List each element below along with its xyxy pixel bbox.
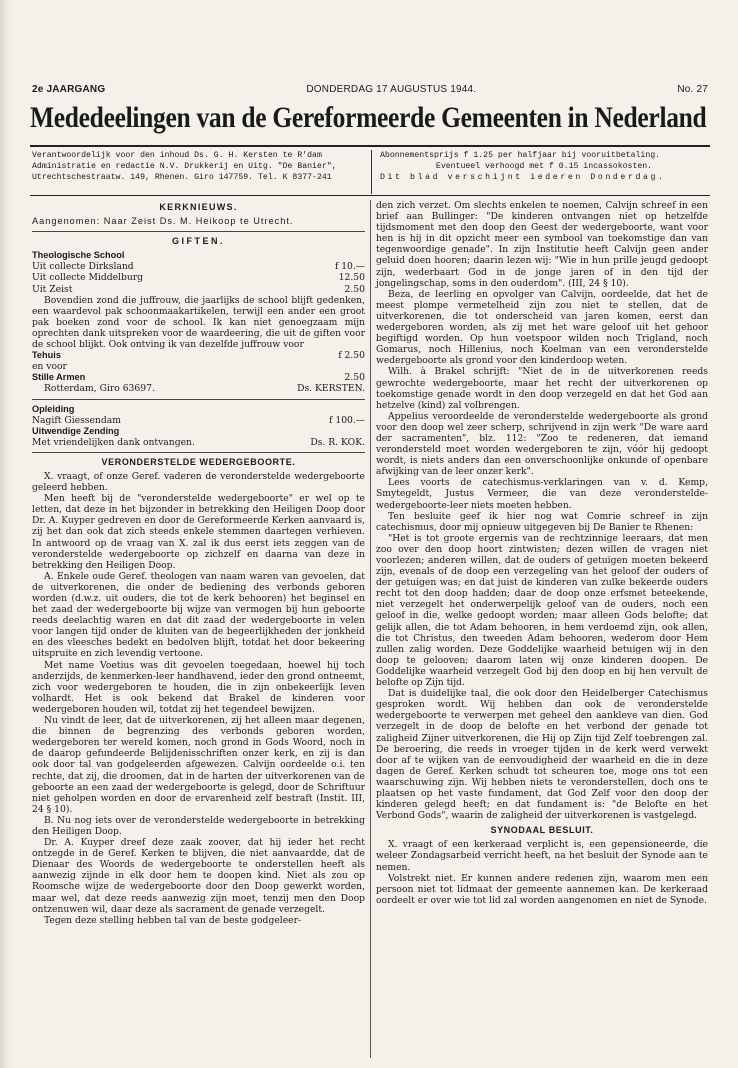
synodaal-paragraph: Volstrekt niet. Er kunnen andere redenen zijn, waarom men een persoon niet tot lidmaat der gemeente aannemen kan. De kerkeraad oordeelt er over wie tot lid zal worden aangenomen en niet de Synode. bbox=[376, 872, 708, 906]
gift-row bbox=[32, 261, 365, 272]
section-rule bbox=[32, 452, 365, 453]
gift-row bbox=[32, 350, 365, 361]
signature-name: Ds. R. KOK. bbox=[310, 436, 365, 448]
theol-school-head: Theologische School bbox=[32, 250, 125, 261]
article-paragraph: Men heeft bij de "veronderstelde wedergeboorte" er wel op te letten, dat deze in het bijzonder in betrekking den Heiligen Doop door Dr. A. Kuyper gedreven en door de Gereformeerde Kerken aanvaard is, zij het dan ook dat zich steeds enkele stemmen daartegen verhieven. In antwoord op de vraag van X. zal ik dus eerst iets zeggen van de veronderstelde wedergeboorte op zichzelf en daarna van deze in betrekking den Heiligen Doop. bbox=[32, 493, 365, 571]
gift-amount: f 100.— bbox=[329, 414, 365, 426]
article-paragraph: X. vraagt, of onze Geref. vaderen de veronderstelde wedergeboorte geleerd hebben. bbox=[32, 470, 365, 494]
column-divider bbox=[370, 200, 371, 1058]
signature-place: Met vriendelijken dank ontvangen. bbox=[32, 436, 195, 448]
gift-amount: 2.50 bbox=[344, 372, 365, 384]
subheader-line: Administratie en redactie N.V. Drukkerij en Uitg. "De Banier", bbox=[32, 162, 337, 171]
subheader-right bbox=[372, 150, 708, 194]
kerknieuws-title: KERKNIEUWS. bbox=[159, 202, 238, 212]
left-column bbox=[32, 200, 365, 926]
gift-amount: 12.50 bbox=[338, 272, 365, 284]
article-paragraph: Dat is duidelijke taal, die ook door den Heidelberger Catechismus gesproken wordt. Wij hebben dan ook de veronderstelde wedergeboorte te verwerpen met geheel den aankleve van dien. God verzegelt in de doop de belofte en het verbond der genade tot zaligheid Zijner uitverkorenen, die Hij op Zijn tijd Zelf toebrengen zal. De beroering, die reeds in vroeger tijden in de kerk werd verwekt door af te wijken van de eenvoudigheid der waarheid en die in deze dagen de Geref. Kerken schudt tot scheuren toe, moge ons tot een waarschuwing zijn. Wij hebben niets te veronderstellen, doch ons te plaatsen op het vaste fundament, dat God Zelf voor den doop der kinderen gelegd heeft; en dat fundament is: "de Belofte en het Verbond Gods", waarin de zaligheid der uitverkorenen is vastgelegd. bbox=[376, 688, 708, 822]
scan-edge-shadow bbox=[0, 0, 10, 1068]
signature-row bbox=[32, 383, 365, 394]
article-paragraph: den zich verzet. Om slechts enkelen te noemen, Calvijn schreef in een brief aan Bullinger: "De kinderen ontvangen niet op hetzelfde tijdsmoment met den doop den Geest der wedergeboorte, want voor hen is hij in dit opzicht meer een symbool van toekomstige dan van tegenwoordige genade". In zijn Institutie heeft Calvijn geen ander geluid doen hooren; daarin lezen wij: "Wie in hun prille jeugd gedoopt zijn, wederbaart God in de jonge jaren of in den tijd der jongelingschap, soms in den ouderdom". (III, 24 § 10). bbox=[376, 200, 708, 289]
volume-label: 2e JAARGANG bbox=[32, 84, 106, 95]
article-paragraph: Tegen deze stelling hebben tal van de beste godgeleer- bbox=[44, 914, 302, 926]
article-paragraph: "Het is tot groote ergernis van de rechtzinnige leeraars, dat men zoo over den doop hoort zintwisten; dezen willen de vragen niet voorlezen; anderen willen, dat de ouders of getuigen moeten bekeerd zijn, evenals of de doop een verzegeling van het geloof der ouders of der getuigen was; en dat juist de kinderen van zulke bekeerde ouders recht tot den doop hadden; daar de doop onze erfsmet beteekende, niet verzegelt het onderwerpelijk geloof van de ouders, noch een geloof in die, welke gedoopt worden; maar alleen Gods belofte; dat gelijk allen, die tot Adam behooren, in hem verdoemd zijn, ook allen, die tot Christus, den tweeden Adam behooren, wederom door Hem zullen zalig worden. Deze Goddelijke waarheid betuigen wij in den doop te gelooven; daarom laten wij onze kinderen doopen. De Goddelijke waarheid verzegelt God bij den doop en bij hen vervult de belofte op Zijn tijd. bbox=[376, 532, 708, 689]
gift-en-voor: en voor bbox=[32, 361, 67, 373]
gift-row bbox=[32, 415, 365, 426]
gift-label: Uit collecte Dirksland bbox=[32, 261, 134, 273]
masthead-title: Mededeelingen van de Gereformeerde Gemeenten in Nederland bbox=[30, 100, 707, 135]
subheader-rule bbox=[30, 195, 710, 196]
article-paragraph: Beza, de leerling en opvolger van Calvijn, oordeelde, dat het de meest plompe vermetelheid zijn zou niet te stellen, dat de uitverkorenen, die tot onderscheid van jaren komen, eerst dan wedergeboren worden, als zij met het ware geloof uit het gehoor begiftigd worden. Op hun voetspoor wilden noch Trigland, noch Gomarus, noch Hillenius, noch Koelman van een veronderstelde wedergeboorte als grond voor den kinderdoop weten. bbox=[376, 288, 708, 367]
zending-head: Uitwendige Zending bbox=[32, 425, 120, 436]
subheader-line: Utrechtschestraatw. 149, Rhenen. Giro 147759. Tel. K 8377-241 bbox=[32, 173, 332, 182]
gift-label: Nagift Giessendam bbox=[32, 414, 121, 426]
issue-date: DONDERDAG 17 AUGUSTUS 1944. bbox=[306, 84, 477, 95]
gift-label: Stille Armen bbox=[32, 372, 86, 383]
gift-row bbox=[32, 372, 365, 383]
article-paragraph: Nu vindt de leer, dat de uitverkorenen, zij het alleen maar degenen, die binnen de begrenzing des verbonds geboren worden, wedergeboren ter wereld komen, noch grond in Gods Woord, noch in de daarop gefundeerde Belijdenisschriften onzer kerk, en zij is dan ook door tal van godgeleerden afgewezen. Calvijn oordeelde o.i. ten rechte, dat zij, die droomen, dat in de harten der uitverkorenen van de geboorte an een zaad der wedergeboorte is gelegd, door de Schriftuur niet geholpen worden en door de ervarenheid zelf bestraft (Instit. III, 24 § 10). bbox=[32, 715, 365, 815]
gift-label: Uit Zeist bbox=[32, 283, 73, 295]
opleiding-head: Opleiding bbox=[32, 403, 75, 414]
section-rule bbox=[32, 231, 365, 232]
gift-note: Bovendien zond die juffrouw, die jaarlijks de school blijft gedenken, een waardevol pak schoonmaakartikelen, terwijl een ander een groot pak boeken zond voor de school. Ik kan niet genoegzaam mijn oprechten dank uitspreken voor de waardeering, die uit de giften voor de school blijkt. Ook ontving ik van dezelfde juffrouw voor bbox=[32, 294, 365, 351]
gift-amount: 2.50 bbox=[344, 283, 365, 295]
gift-row bbox=[32, 272, 365, 283]
signature-name: Ds. KERSTEN. bbox=[297, 383, 365, 395]
gift-label: Tehuis bbox=[32, 350, 61, 361]
article-paragraph: Wilh. à Brakel schrijft: "Niet de in de uitverkorenen reeds gewrochte wedergeboorte, maar het recht der uitverkorenen op toekomstige genade wordt in den doop verzegeld en dat het God aan hetzelve (kind) zal volbrengen. bbox=[376, 366, 708, 411]
subheader bbox=[32, 150, 708, 194]
subheader-line: Dit blad verschijnt iederen Donderdag. bbox=[380, 173, 666, 182]
right-column bbox=[376, 200, 708, 906]
article-paragraph: A. Enkele oude Geref. theologen van naam waren van gevoelen, dat de uitverkorenen, die onder de bediening des verbonds geboren worden (d.w.z. uit ouders, die tot de kerk behooren) het beginsel en het zaad der wedergeboorte bij wijze van vermogen bij hun geboorte reeds deelachtig waren en dat dit zaad der wedergeboorte in velen voor langen tijd onder de kluiten van de begeerlijkheden der jonkheid en des vleesches bedekt en bedolven blijft, totdat het door bekeering uitspruite en zich levendig vertoone. bbox=[32, 570, 365, 660]
issue-number: No. 27 bbox=[677, 84, 708, 95]
synodaal-title: SYNODAAL BESLUIT. bbox=[490, 825, 594, 836]
giften-title: GIFTEN. bbox=[172, 236, 225, 247]
synodaal-paragraph: X. vraagt of een kerkeraad verplicht is, een gepensioneerde, die weleer Zondagsarbeid verricht heeft, na het besluit der Synode aan te nemen. bbox=[376, 839, 708, 873]
article-paragraph: Dr. A. Kuyper dreef deze zaak zoover, dat hij ieder het recht ontzegde in de Geref. Kerken te blijven, die niet aanvaardde, dat de Dienaar des Woords de wedergeboorte te onderstellen heeft als aanwezig zijnde in elk door hem te doopen kind. Niet als zou op Roomsche wijze de wedergeboorte door den Doop gewerkt worden, maar wel, dat deze reeds aanwezig zijn moet, tenzij men den Doop ontzenuwen wil, daar deze als sacrament de genade verzegelt. bbox=[32, 837, 365, 915]
subheader-line: Abonnementsprijs f 1.25 per halfjaar bij vooruitbetaling. bbox=[380, 151, 661, 160]
signature-place: Rotterdam, Giro 63697. bbox=[44, 383, 155, 395]
kerknieuws-text: Aangenomen: Naar Zeist Ds. M. Heikoop te Utrecht. bbox=[32, 216, 294, 227]
article-paragraph: Ten besluite geef ik hier nog wat Comrie schreef in zijn catechismus, door mij opnieuw uitgegeven bij De Banier te Rhenen: bbox=[376, 510, 708, 533]
article-paragraph: Appelius veroordeelde de veronderstelde wedergeboorte als grond voor den doop wel zeer scherp, schrijvend in zijn werk "De ware aard der sacramenten", blz. 112: "Zoo te redeneren, dat iemand verondersteld moet worden wedergeboren te zijn, vóór hij gedoopt wordt, is niets anders dan een onverschoonlijke onkunde of openbare afwijking van de leer onzer kerk". bbox=[376, 410, 708, 478]
article-title: VERONDERSTELDE WEDERGEBOORTE. bbox=[101, 456, 296, 467]
subheader-line: Verantwoordelijk voor den inhoud Ds. G. H. Kersten te R'dam bbox=[32, 151, 322, 160]
article-paragraph: B. Nu nog iets over de veronderstelde wedergeboorte in betrekking den Heiligen Doop. bbox=[32, 814, 365, 837]
top-line bbox=[32, 84, 708, 95]
section-rule bbox=[32, 399, 365, 400]
gift-amount: f 10.— bbox=[334, 261, 365, 273]
masthead-rule bbox=[30, 145, 710, 147]
subheader-line: Eventueel verhoogd met f 0.15 incassokosten. bbox=[435, 162, 653, 171]
gift-row bbox=[32, 284, 365, 295]
article-paragraph: Lees voorts de catechismus-verklaringen van v. d. Kemp, Smytegeldt, Justus Vermeer, die van deze veronderstelde-wedergeboorte-leer niets moeten hebben. bbox=[376, 477, 708, 511]
gift-amount: f 2.50 bbox=[338, 350, 365, 362]
gift-label: Uit collecte Middelburg bbox=[32, 272, 144, 284]
subheader-left bbox=[32, 150, 372, 194]
article-paragraph: Met name Voetius was dit gevoelen toegedaan, hoewel hij toch anderzijds, de kenmerken-leer handhavend, ieder den grond ontneemt, zich voor wedergeboren te houden, die in zijn onbekeerlijk leven volhardt. Het is ook bekend dat Brakel de kinderen voor wedergeboren houden wil, totdat zij het tegendeel bewijzen. bbox=[32, 659, 365, 715]
signature-row bbox=[32, 437, 365, 448]
